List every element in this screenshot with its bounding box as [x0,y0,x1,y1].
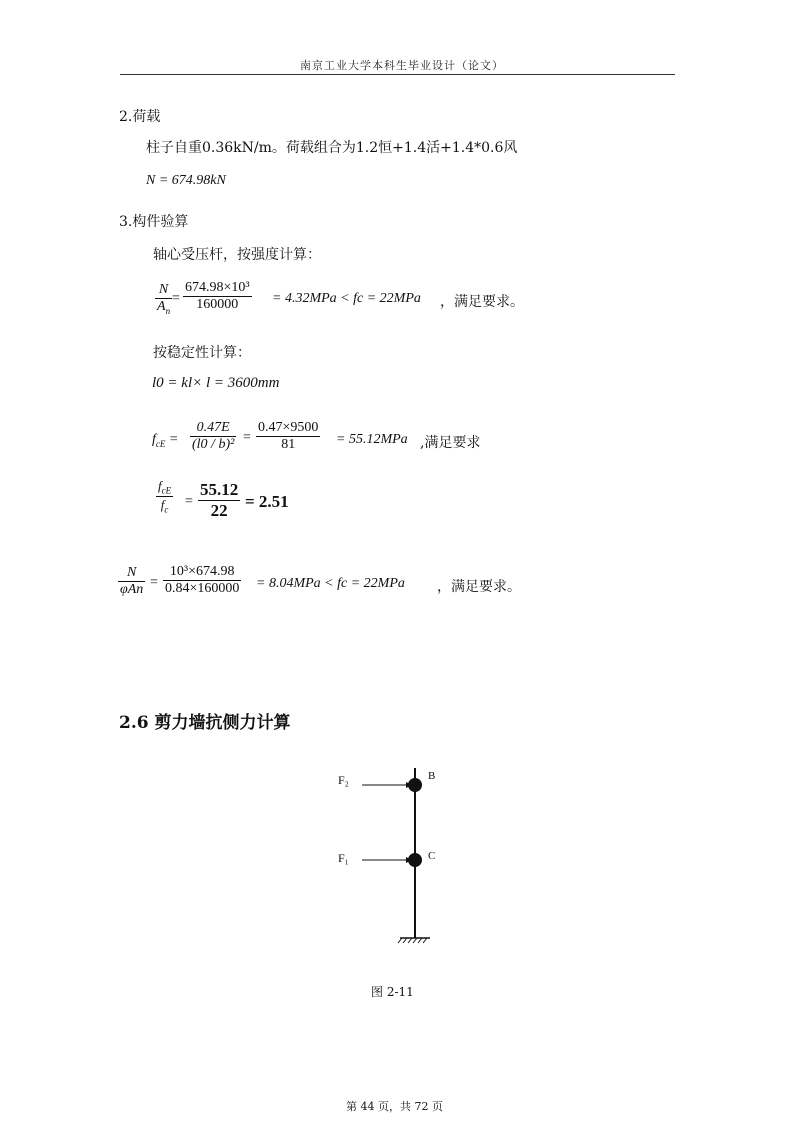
final-den1: φAn [120,582,144,597]
fcr-num1: 0.47E [196,420,230,435]
section-2-6-title: 2.6 剪力墙抗侧力计算 [119,713,291,733]
header-rule [120,74,675,75]
load-heading: 2.荷载 [119,109,161,125]
final-num1: N [126,565,137,580]
load-combination-text: 柱子自重0.36kN/m。荷载组合为1.2恒+1.4活+1.4*0.6风 [146,140,518,156]
strength-note: ，满足要求。 [440,294,524,310]
ratio-den: 22 [210,501,228,520]
ratio-num: 55.12 [200,480,239,499]
fcr-eq-sign: = [243,430,251,445]
fcr-den1: (l0 / b)² [192,437,235,452]
final-result: = 8.04MPa < fc = 22MPa [256,576,405,591]
fcr-den2: 81 [281,437,296,452]
fcr-symbol: $f_{cE}$ = [152,432,179,449]
ratio-lhs-fraction: $f_{cE}$ $f_c$ [158,478,172,515]
fcr-fraction-1 [190,420,236,453]
strength-result: = 4.32MPa < fc = 22MPa [272,291,421,306]
strength-denominator: 160000 [196,297,239,312]
effective-length-equation: l0 = kl× l = 3600mm [152,375,280,391]
page-header: 南京工业大学本科生毕业设计（论文） [300,59,504,72]
node-b-label: B [428,770,436,782]
check-heading: 3.构件验算 [119,214,189,230]
figure-caption: 图 2-11 [371,985,414,999]
strength-eq-sign: = [172,291,180,306]
axial-strength-intro: 轴心受压杆，按强度计算： [153,247,321,263]
force-top-label: F₂ [338,773,349,787]
final-rhs-fraction [163,564,241,597]
strength-rhs-fraction [183,280,252,313]
shear-wall-figure [330,760,460,950]
strength-lhs-fraction: N $A_n$ [157,282,171,316]
final-lhs-fraction [118,565,145,598]
ratio-rhs-fraction [198,480,240,521]
fcr-note: ,满足要求 [420,435,481,451]
final-den2: 0.84×160000 [165,581,240,596]
final-note: ，满足要求。 [437,579,521,595]
fcr-fraction-2 [256,420,320,453]
ratio-eq-sign: = [185,494,193,509]
final-eq-sign: = [150,575,158,590]
stability-intro: 按稳定性计算： [153,345,251,361]
fcr-result: = 55.12MPa [336,432,408,447]
final-num2: 10³×674.98 [169,564,235,579]
force-bottom-label: F₁ [338,851,349,865]
fcr-num2: 0.47×9500 [258,420,319,435]
ratio-result: = 2.51 [245,492,289,511]
page-number-footer: 第 44 页，共 72 页 [346,1100,443,1113]
node-c-label: C [428,850,436,862]
strength-numerator: 674.98×10³ [185,280,250,295]
axial-force-equation: N = 674.98kN [146,173,226,188]
